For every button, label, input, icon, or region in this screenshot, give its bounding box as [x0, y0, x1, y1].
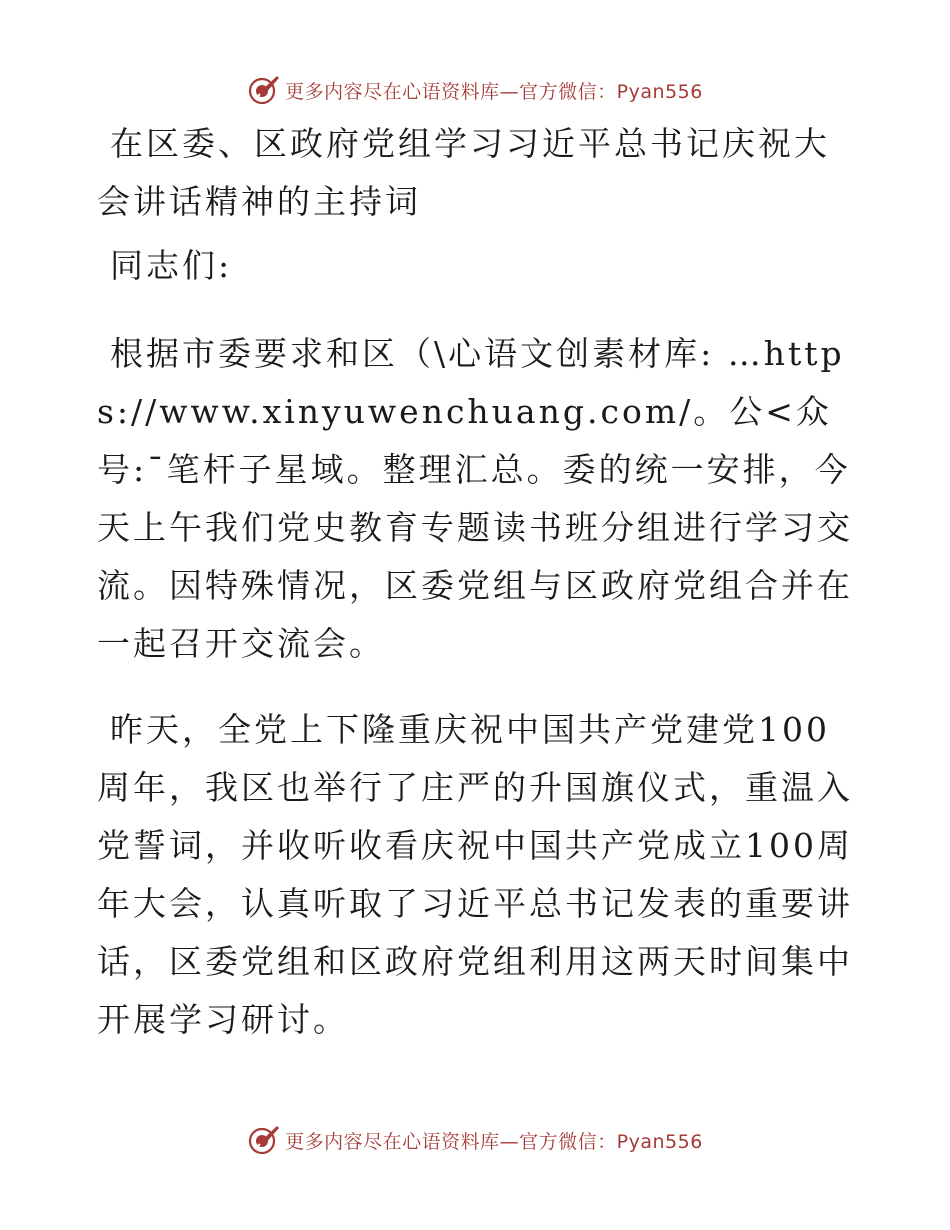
paragraph-1: 根据市委要求和区（\心语文创素材库: …https://www.xinyuwenchuang.com/。公<众号:¯笔杆子星域。整理汇总。委的统一安排，今天上午我们党史教育专题读书班分组进行学习交流。因特殊情况，区委党组与区政府党组合并在一起召开交流会。 [97, 334, 853, 663]
quill-seal-icon [247, 73, 281, 107]
document-body [97, 115, 857, 1049]
footer-banner [0, 1120, 950, 1160]
banner-text: 更多内容尽在心语资料库—官方微信：Pyan556 [285, 80, 703, 103]
paragraph-2: 昨天，全党上下隆重庆祝中国共产党建党100周年，我区也举行了庄严的升国旗仪式，重温入党誓词，并收听收看庆祝中国共产党成立100周年大会，认真听取了习近平总书记发表的重要讲话，区委党组和区政府党组利用这两天时间集中开展学习研讨。 [97, 710, 853, 1039]
header-banner [0, 70, 950, 110]
quill-seal-icon [247, 1123, 281, 1157]
document-title: 在区委、区政府党组学习习近平总书记庆祝大会讲话精神的主持词 [97, 124, 830, 221]
banner-text: 更多内容尽在心语资料库—官方微信：Pyan556 [285, 1130, 703, 1153]
greeting: 同志们: [110, 246, 233, 285]
